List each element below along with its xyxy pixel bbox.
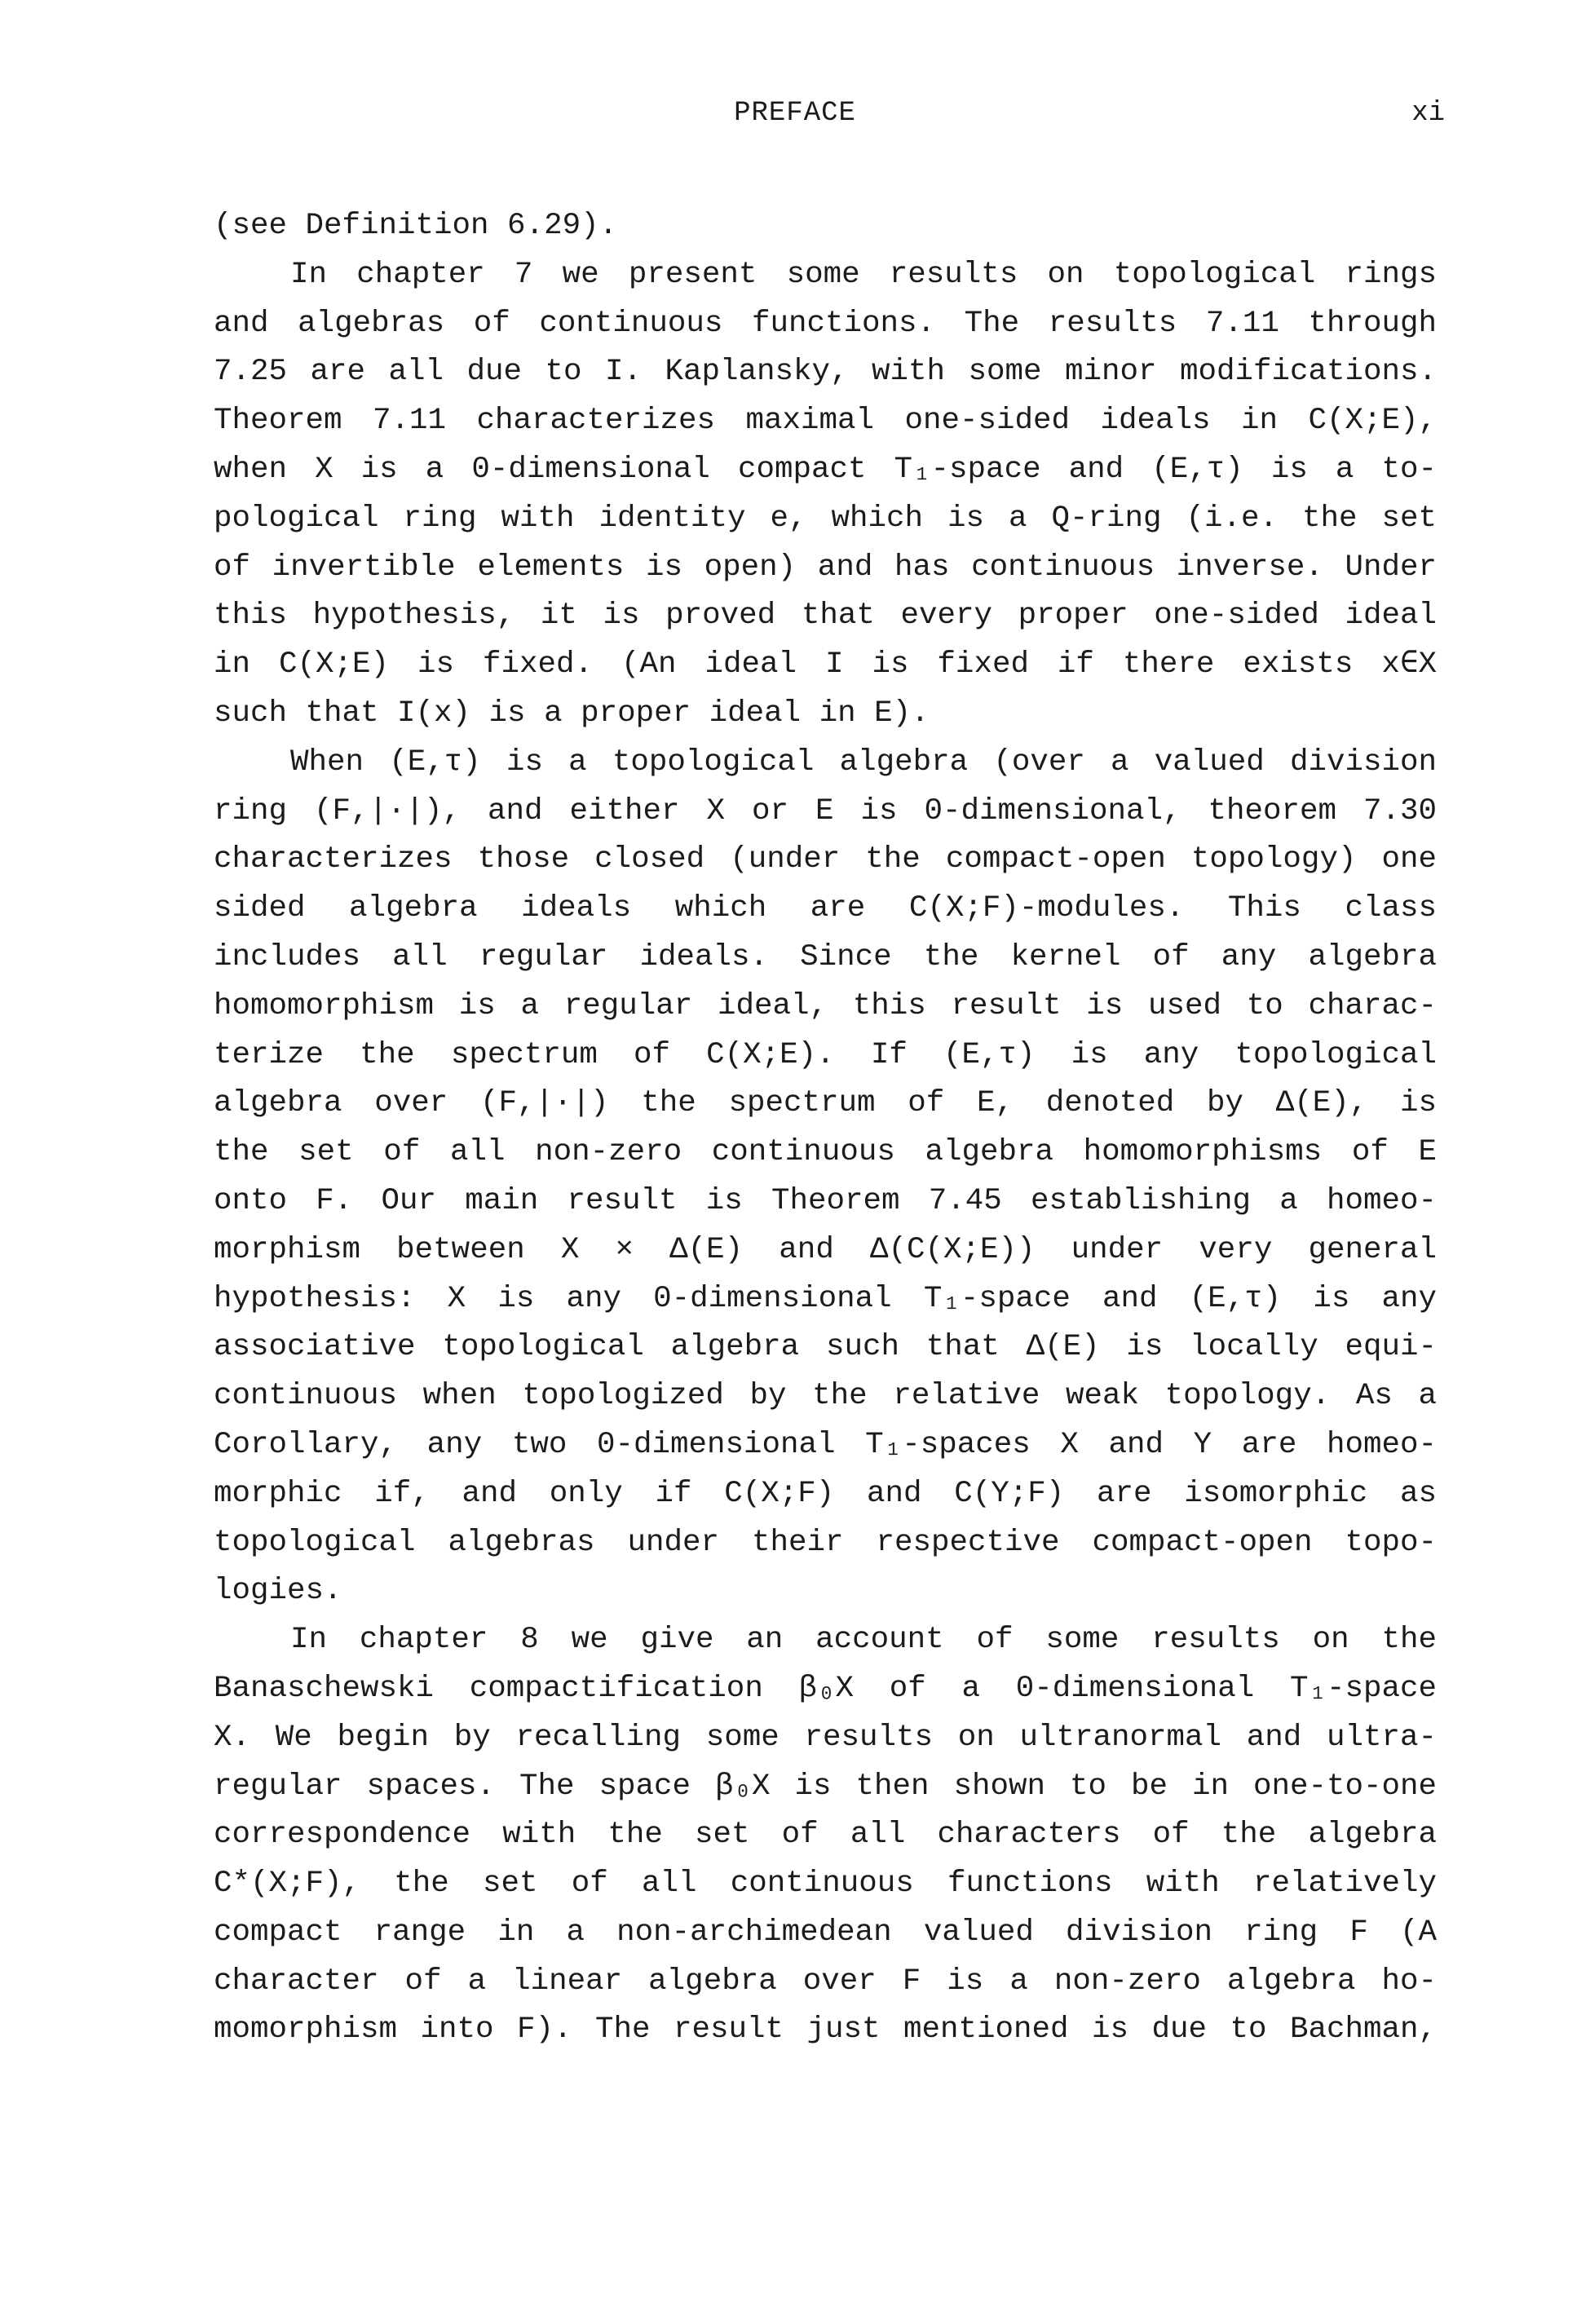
preface-text xyxy=(214,202,1437,2055)
text-line: When (E,τ) is a topological algebra (over a valued division xyxy=(290,744,1437,780)
text-line: morphic if, and only if C(X;F) and C(Y;F) are isomorphic as xyxy=(214,1476,1437,1511)
text-line: the set of all non-zero continuous algebra homomorphisms of E xyxy=(214,1135,1437,1170)
text-line: Corollary, any two 0-dimensional T₁-spaces X and Y are homeo- xyxy=(214,1427,1437,1462)
text-line: onto F. Our main result is Theorem 7.45 establishing a homeo- xyxy=(214,1183,1437,1218)
text-line: of invertible elements is open) and has continuous inverse. Under xyxy=(214,550,1437,585)
text-line: ring (F,|·|), and either X or E is 0-dimensional, theorem 7.30 xyxy=(214,793,1437,828)
text-line: sided algebra ideals which are C(X;F)-modules. This class xyxy=(214,891,1437,926)
text-line: regular spaces. The space β₀X is then shown to be in one-to-one xyxy=(214,1769,1437,1804)
text-line: continuous when topologized by the relative weak topology. As a xyxy=(214,1379,1437,1414)
text-line: logies. xyxy=(214,1574,342,1609)
text-line: homomorphism is a regular ideal, this result is used to charac- xyxy=(214,988,1437,1023)
text-line: algebra over (F,|·|) the spectrum of E, denoted by Δ(E), is xyxy=(214,1086,1437,1121)
running-title: PREFACE xyxy=(734,98,856,129)
text-line: includes all regular ideals. Since the kernel of any algebra xyxy=(214,939,1437,974)
text-line: character of a linear algebra over F is a non-zero algebra ho- xyxy=(214,1964,1437,1999)
text-line: compact range in a non-archimedean valued division ring F (A xyxy=(214,1915,1437,1950)
text-line: and algebras of continuous functions. The results 7.11 through xyxy=(214,306,1437,341)
text-line: (see Definition 6.29). xyxy=(214,209,618,243)
text-line: Banaschewski compactification β₀X of a 0-dimensional T₁-space xyxy=(214,1671,1437,1706)
text-line: characterizes those closed (under the compact-open topology) one xyxy=(214,842,1437,877)
text-line: momorphism into F). The result just mentioned is due to Bachman, xyxy=(214,2013,1437,2048)
text-line: morphism between X × Δ(E) and Δ(C(X;E)) under very general xyxy=(214,1232,1437,1267)
text-line: this hypothesis, it is proved that every proper one-sided ideal xyxy=(214,599,1437,634)
text-line: correspondence with the set of all characters of the algebra xyxy=(214,1818,1437,1853)
running-head xyxy=(0,98,1590,139)
text-line: 7.25 are all due to I. Kaplansky, with some minor modifications. xyxy=(214,355,1437,390)
text-line: in C(X;E) is fixed. (An ideal I is fixed if there exists x∈X xyxy=(214,647,1437,683)
text-line: X. We begin by recalling some results on ultranormal and ultra- xyxy=(214,1720,1437,1755)
text-line: when X is a 0-dimensional compact T₁-space and (E,τ) is a to- xyxy=(214,452,1437,487)
text-line: terize the spectrum of C(X;E). If (E,τ) is any topological xyxy=(214,1037,1437,1072)
text-line: associative topological algebra such that Δ(E) is locally equi- xyxy=(214,1330,1437,1365)
text-line: hypothesis: X is any 0-dimensional T₁-space and (E,τ) is any xyxy=(214,1281,1437,1316)
text-line: topological algebras under their respective compact-open topo- xyxy=(214,1525,1437,1560)
text-line: C*(X;F), the set of all continuous functions with relatively xyxy=(214,1867,1437,1902)
text-line: In chapter 8 we give an account of some results on the xyxy=(290,1623,1437,1658)
text-line: In chapter 7 we present some results on topological rings xyxy=(290,257,1437,292)
text-line: such that I(x) is a proper ideal in E). xyxy=(214,696,930,731)
page-number: xi xyxy=(1411,98,1445,129)
text-line: pological ring with identity e, which is a Q-ring (i.e. the set xyxy=(214,501,1437,536)
text-line: Theorem 7.11 characterizes maximal one-sided ideals in C(X;E), xyxy=(214,404,1437,439)
